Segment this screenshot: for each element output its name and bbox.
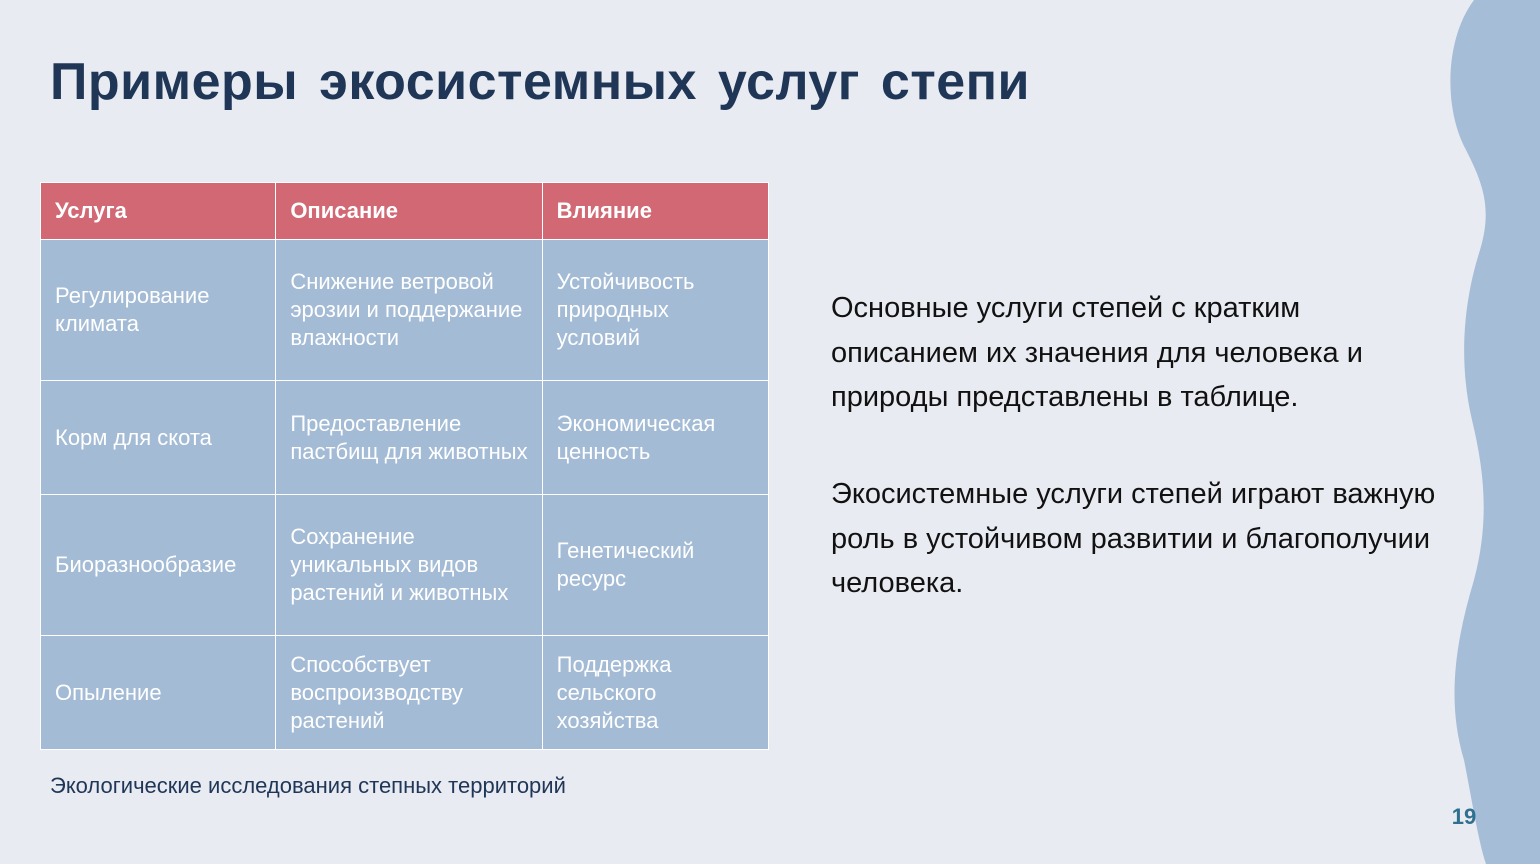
cell-service: Биоразнообразие	[41, 495, 276, 636]
cell-description: Сохранение уникальных видов растений и животных	[276, 495, 542, 636]
decorative-wave-shape	[1450, 0, 1540, 864]
cell-description: Снижение ветровой эрозии и поддержание влажности	[276, 240, 542, 381]
table-row	[41, 240, 769, 381]
cell-impact: Генетический ресурс	[542, 495, 768, 636]
page-title: Примеры экосистемных услуг степи	[50, 53, 1031, 111]
cell-impact: Поддержка сельского хозяйства	[542, 636, 768, 750]
table-row	[41, 495, 769, 636]
cell-description: Способствует воспроизводству растений	[276, 636, 542, 750]
conclusion-paragraph: Экосистемные услуги степей играют важную роль в устойчивом развитии и благополучии человека.	[831, 478, 1436, 599]
cell-service: Регулирование климата	[41, 240, 276, 381]
cell-service: Корм для скота	[41, 381, 276, 495]
cell-description: Предоставление пастбищ для животных	[276, 381, 542, 495]
column-header-impact: Влияние	[542, 183, 768, 240]
page-number: 19	[1451, 804, 1477, 829]
ecosystem-services-table	[40, 182, 769, 750]
table-row	[41, 636, 769, 750]
column-header-service: Услуга	[41, 183, 276, 240]
source-caption: Экологические исследования степных территорий	[50, 773, 566, 798]
cell-impact: Устойчивость природных условий	[542, 240, 768, 381]
summary-paragraph: Основные услуги степей с кратким описанием их значения для человека и природы представлены в таблице.	[831, 292, 1363, 413]
table-header-row	[41, 183, 769, 240]
cell-impact: Экономическая ценность	[542, 381, 768, 495]
table-row	[41, 381, 769, 495]
cell-service: Опыление	[41, 636, 276, 750]
column-header-description: Описание	[276, 183, 542, 240]
